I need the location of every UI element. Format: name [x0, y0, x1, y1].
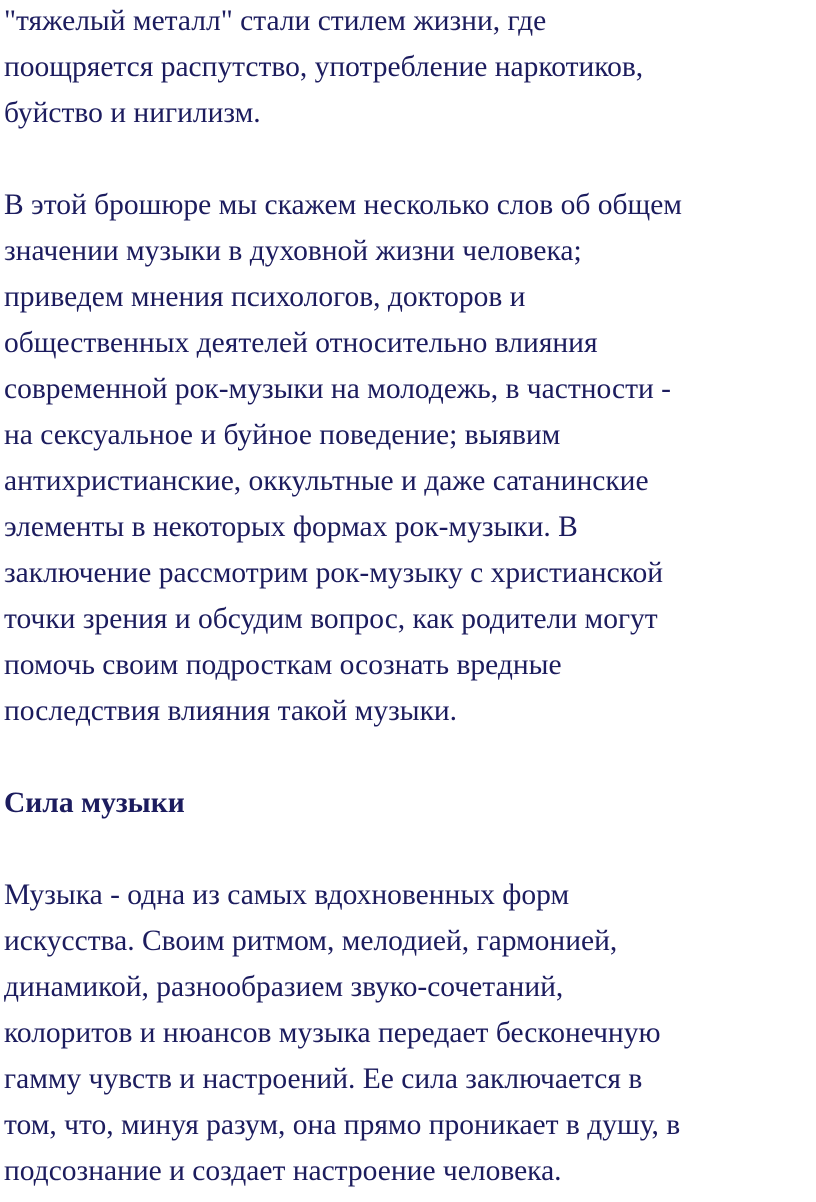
text-line: "тяжелый металл" стали стилем жизни, где — [4, 5, 547, 37]
text-line: последствия влияния такой музыки. — [4, 695, 458, 727]
text-line: буйство и нигилизм. — [4, 97, 261, 129]
text-line: на сексуальное и буйное поведение; выявим — [4, 419, 561, 451]
text-line: поощряется распутство, употребление наркотиков, — [4, 51, 644, 83]
text-line: приведем мнения психологов, докторов и — [4, 281, 526, 313]
paragraph-brochure-overview — [0, 182, 816, 734]
paragraph-intro-continuation — [0, 0, 816, 136]
text-line: колоритов и нюансов музыка передает бесконечную — [4, 1017, 661, 1049]
paragraph-gap — [0, 826, 816, 872]
paragraph-power-of-music — [0, 872, 816, 1194]
text-line: значении музыки в духовной жизни человека; — [4, 235, 582, 267]
text-line: гамму чувств и настроений. Ее сила заключается в — [4, 1063, 643, 1095]
text-line: точки зрения и обсудим вопрос, как родители могут — [4, 603, 658, 635]
paragraph-gap — [0, 734, 816, 780]
section-heading: Сила музыки — [4, 787, 185, 819]
text-line: В этой брошюре мы скажем несколько слов об общем — [4, 189, 682, 221]
paragraph-gap — [0, 136, 816, 182]
text-line: подсознание и создает настроение человека. — [4, 1155, 562, 1187]
text-line: заключение рассмотрим рок-музыку с христианской — [4, 557, 664, 589]
text-line: антихристианские, оккультные и даже сатанинские — [4, 465, 649, 497]
text-line: общественных деятелей относительно влияния — [4, 327, 598, 359]
text-line: современной рок-музыки на молодежь, в частности - — [4, 373, 671, 405]
text-line: искусства. Своим ритмом, мелодией, гармонией, — [4, 925, 618, 957]
text-line: помочь своим подросткам осознать вредные — [4, 649, 562, 681]
text-line: Музыка - одна из самых вдохновенных форм — [4, 879, 570, 911]
text-line: динамикой, разнообразием звуко-сочетаний, — [4, 971, 564, 1003]
text-line: элементы в некоторых формах рок-музыки. В — [4, 511, 578, 543]
text-line: том, что, минуя разум, она прямо проникает в душу, в — [4, 1109, 681, 1141]
